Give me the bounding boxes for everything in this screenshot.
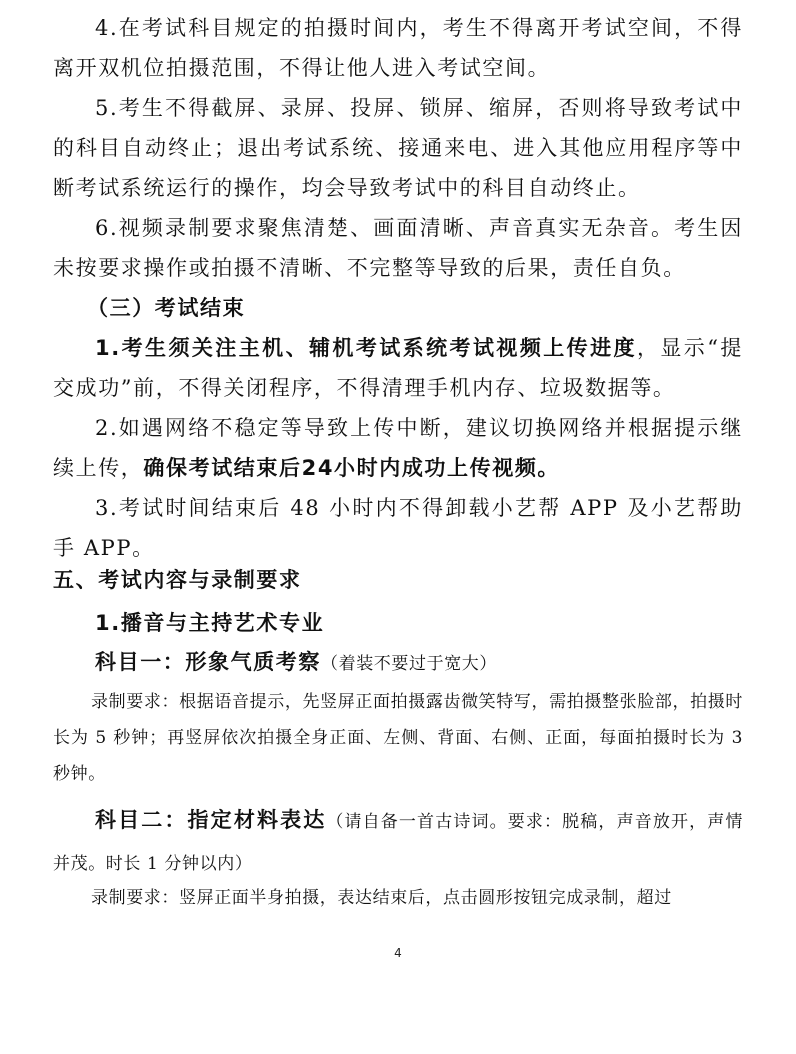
subject-2-title: 科目二：指定材料表达 [95,808,327,832]
exam-end-2-emphasis: 确保考试结束后24小时内成功上传视频。 [143,456,561,480]
subject-1-title: 科目一：形象气质考察 [95,650,321,674]
paragraph-exam-end-3: 3.考试时间结束后 48 小时内不得卸载小艺帮 APP 及小艺帮助手 APP。 [53,496,743,560]
paragraph-rule-5: 5.考生不得截屏、录屏、投屏、锁屏、缩屏，否则将导致考试中的科目自动终止；退出考试系统、接通来电、进入其他应用程序等中断考试系统运行的操作，均会导致考试中的科目自动终止。 [53,96,743,200]
exam-end-2-text: 2.如遇网络不稳定等导致上传中断，建议切换网络并根据提示继续上传， [53,416,743,480]
section-heading-exam-end: （三）考试结束 [87,296,246,320]
major-heading: 1.播音与主持艺术专业 [95,611,325,635]
exam-end-1-emphasis: 1.考生须关注主机、辅机考试系统考试视频上传进度 [95,336,637,360]
subject-2-note: （请自备一首古诗词。要求：脱稿，声音放开，声情并茂。时长 1 分钟以内） [53,812,743,874]
paragraph-exam-end-1 [53,328,743,408]
subject-1-heading [53,642,743,684]
subject-1-note: （着装不要过于宽大） [321,654,497,674]
subject-1-requirement: 录制要求：根据语音提示，先竖屏正面拍摄露齿微笑特写，需拍摄整张脸部，拍摄时长为 5 秒钟；再竖屏依次拍摄全身正面、左侧、背面、右侧、正面，每面拍摄时长为 3 秒钟。 [53,692,743,784]
paragraph-exam-end-2 [53,408,743,488]
section-heading-content: 五、考试内容与录制要求 [53,568,302,592]
page-number: 4 [394,946,402,960]
subject-2-heading [53,800,743,884]
paragraph-rule-6: 6.视频录制要求聚焦清楚、画面清晰、声音真实无杂音。考生因未按要求操作或拍摄不清晰、不完整等导致的后果，责任自负。 [53,216,743,280]
exam-end-1-text: ，显示“提交成功”前，不得关闭程序，不得清理手机内存、垃圾数据等。 [53,336,743,400]
paragraph-rule-4: 4.在考试科目规定的拍摄时间内，考生不得离开考试空间，不得离开双机位拍摄范围，不得让他人进入考试空间。 [53,16,743,80]
subject-2-requirement: 录制要求：竖屏正面半身拍摄，表达结束后，点击圆形按钮完成录制，超过 [91,888,672,908]
